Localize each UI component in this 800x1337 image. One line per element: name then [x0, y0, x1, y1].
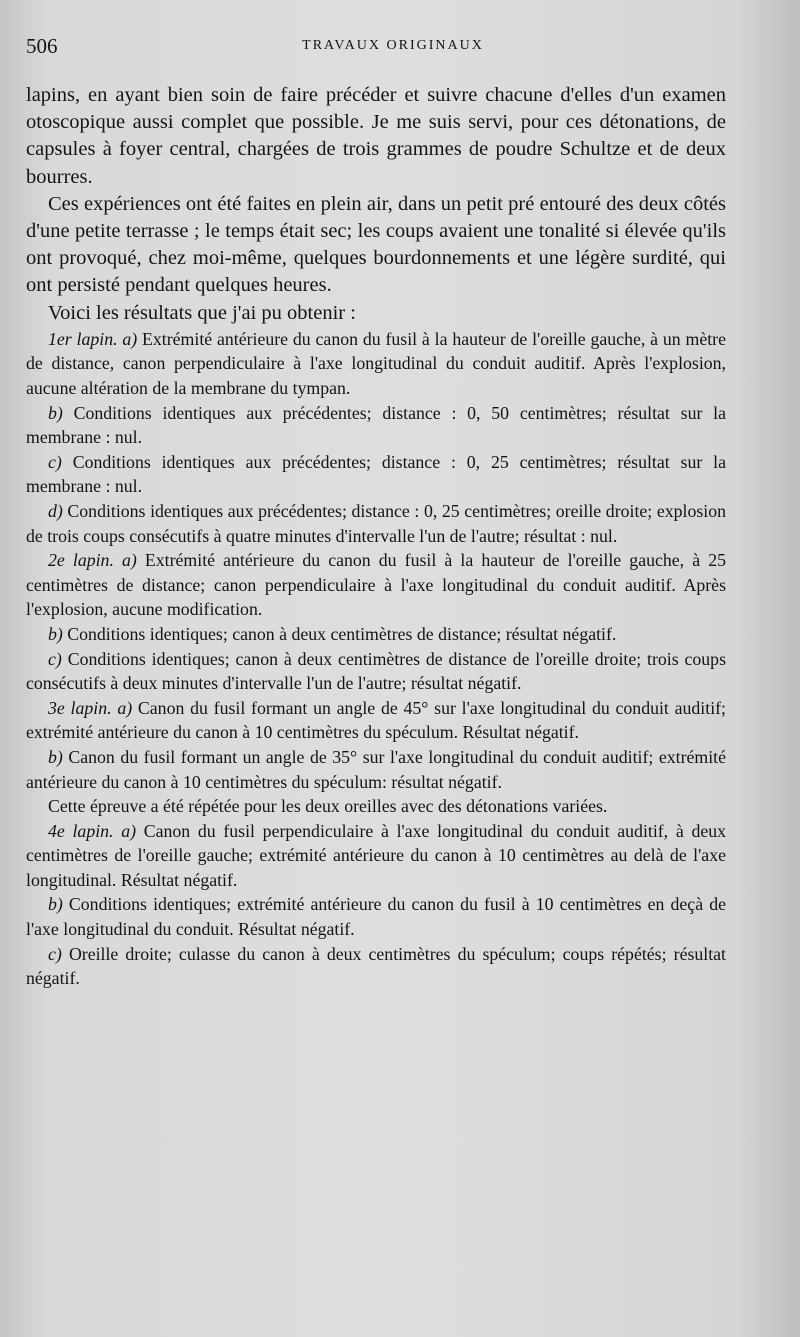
item-text: Canon du fusil formant un angle de 35° sur l'axe longitudinal du conduit auditif; extrémité antérieure du canon à 10 centimètres du spéculum: résultat négatif. [26, 746, 726, 792]
paragraph-text: Ces expériences ont été faites en plein air, dans un petit pré entouré des deux côtés d'une petite terrasse ; le temps était sec; les coups avaient une tonalité si élevée qu'ils ont provoqué, chez moi-même, quelques bourdonnements et une légère surdité, qui ont persisté pendant quelques heures. [26, 192, 726, 297]
experiment-item [26, 622, 726, 647]
item-marker: 3e lapin. a) [48, 697, 133, 718]
item-text: Extrémité antérieure du canon du fusil à la hauteur de l'oreille gauche, à un mètre de distance, canon perpendiculaire à l'axe longitudinal du conduit auditif. Après l'explosion, aucune altération de la membrane du tympan. [26, 328, 726, 399]
item-marker: c) [48, 648, 62, 669]
item-marker: 2e lapin. a) [48, 550, 137, 571]
item-marker: d) [48, 500, 63, 521]
experiment-item [26, 942, 726, 991]
experiment-list [26, 327, 726, 991]
item-marker: 4e lapin. a) [48, 820, 137, 841]
running-title: TRAVAUX ORIGINAUX [302, 38, 484, 53]
experiment-item [26, 401, 726, 450]
item-marker: c) [48, 943, 62, 964]
item-marker: 1er lapin. a) [48, 328, 138, 349]
paragraph-text: Cette épreuve a été répétée pour les deux oreilles avec des détonations variées. [48, 796, 608, 817]
paragraph-text: Voici les résultats que j'ai pu obtenir : [48, 301, 356, 324]
item-text: Canon du fusil formant un angle de 45° sur l'axe longitudinal du conduit auditif; extrémité antérieure du canon à 10 centimètres du spéculum. Résultat négatif. [26, 697, 726, 743]
paragraph [26, 300, 726, 327]
experiment-item [26, 499, 726, 548]
item-text: Conditions identiques aux précédentes; distance : 0, 50 centimètres; résultat sur la membrane : nul. [26, 402, 726, 448]
experiment-item [26, 548, 726, 622]
item-marker: b) [48, 402, 63, 423]
item-text: Canon du fusil perpendiculaire à l'axe longitudinal du conduit auditif, à deux centimètres de l'oreille gauche; extrémité antérieure du canon à 10 centimètres au delà de l'axe longitudinal. Résultat négatif. [26, 820, 727, 890]
paragraph-text: lapins, en ayant bien soin de faire précéder et suivre chacune d'elles d'un examen otoscopique aussi complet que possible. Je me suis servi, pour ces détonations, de capsules à foyer central, chargées de trois grammes de poudre Schultze et de deux bourres. [26, 84, 726, 188]
item-marker: c) [48, 451, 62, 472]
item-text: Conditions identiques aux précédentes; distance : 0, 25 centimètres; résultat sur la membrane : nul. [26, 451, 726, 497]
experiment-item [26, 450, 726, 499]
item-marker: b) [48, 746, 63, 767]
paragraph [26, 191, 726, 300]
body-text [26, 82, 726, 991]
experiment-item [26, 327, 726, 401]
item-text: Conditions identiques; canon à deux centimètres de distance; résultat négatif. [67, 623, 617, 644]
item-marker: b) [48, 894, 63, 915]
experiment-item [26, 745, 726, 794]
experiment-item [26, 819, 726, 893]
experiment-item [26, 647, 726, 696]
item-text: Extrémité antérieure du canon du fusil à la hauteur de l'oreille gauche, à 25 centimètres de distance; canon perpendiculaire à l'axe longitudinal du conduit auditif. Après l'explosion, aucune modification. [26, 550, 726, 620]
item-text: Conditions identiques; extrémité antérieure du canon du fusil à 10 centimètres en deçà de l'axe longitudinal du conduit. Résultat négatif. [26, 894, 726, 940]
experiment-item [26, 892, 726, 941]
experiment-item [26, 696, 726, 745]
page-number: 506 [26, 34, 58, 58]
item-text: Conditions identiques; canon à deux centimètres de distance de l'oreille droite; trois coups consécutifs à deux minutes d'intervalle l'un de l'autre; résultat négatif. [26, 648, 726, 694]
page-header [26, 34, 760, 58]
item-marker: b) [48, 623, 63, 644]
paragraph [26, 82, 726, 191]
item-text: Oreille droite; culasse du canon à deux centimètres du spéculum; coups répétés; résultat négatif. [26, 943, 726, 989]
item-text: Conditions identiques aux précédentes; distance : 0, 25 centimètres; oreille droite; explosion de trois coups consécutifs à quatre minutes d'intervalle l'un de l'autre; résultat : nul. [26, 500, 726, 546]
note-paragraph [26, 794, 726, 819]
